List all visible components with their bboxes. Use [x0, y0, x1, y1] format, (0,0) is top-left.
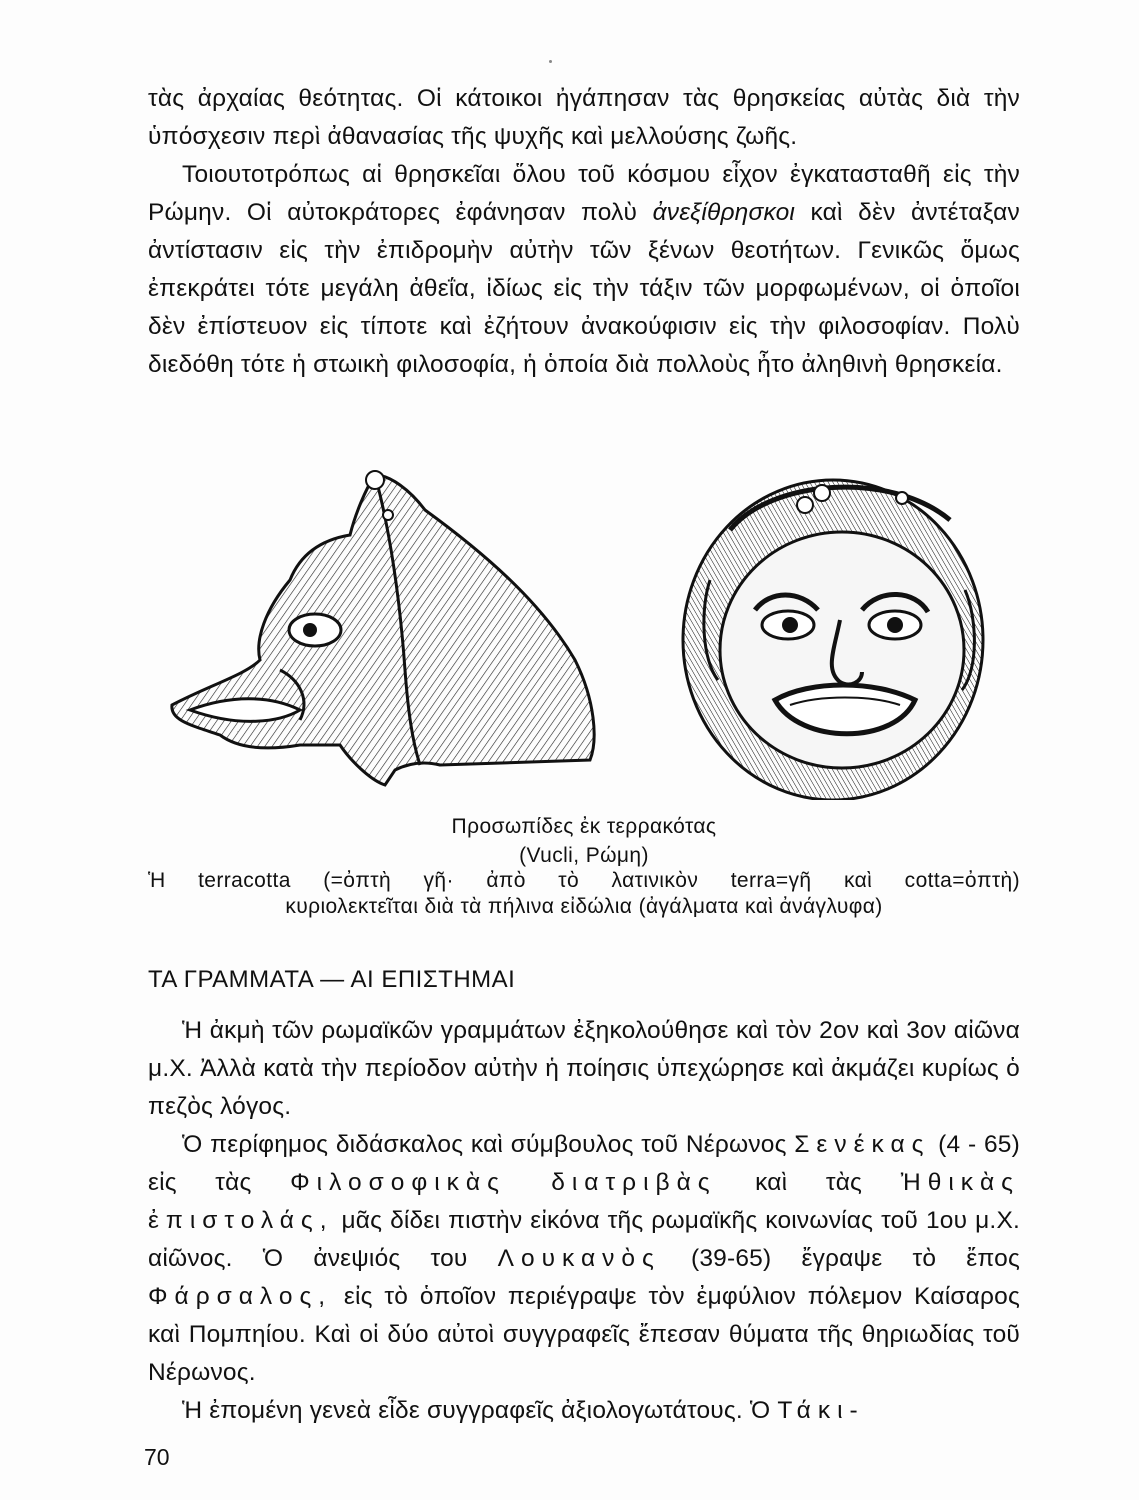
section-paragraph-2 [148, 1126, 1020, 1392]
p2-part-d: μᾶς δίδει πιστὴν εἰκόνα τῆς ρωμαϊκῆς κοινωνίας τοῦ 1ου μ.Χ. αἰῶνος. Ὁ ἀνεψιός του [148, 1207, 1020, 1272]
name-lucan: Λουκανὸς [497, 1245, 661, 1272]
work-philosophical-dissertations: Φιλοσοφικὰς διατριβὰς [290, 1169, 717, 1196]
theatre-mask-profile-icon [172, 471, 594, 785]
page-number: 70 [144, 1444, 170, 1470]
section-heading: ΤΑ ΓΡΑΜΜΑΤΑ — ΑΙ ΕΠΙΣΤΗΜΑΙ [148, 966, 516, 993]
figure-caption-note-line1: Ἡ terracotta (=ὀπτὴ γῆ· ἀπὸ τὸ λατινικὸν terra=γῆ καὶ cotta=ὀπτὴ) [148, 869, 1020, 892]
intro-paragraph-2 [148, 156, 1020, 384]
p2-part-e: (39-65) ἔγραψε τὸ ἔπος [690, 1245, 1021, 1272]
work-ethical-letters: Ἠθικὰς ἐπιστολάς, [148, 1169, 1020, 1234]
name-seneca: Σενέκας [794, 1131, 931, 1158]
figure-caption-title: Προσωπίδες ἐκ τερρακότας [451, 815, 717, 838]
figure-caption-note-line2: κυριολεκτεῖται διὰ τὰ πήλινα εἰδώλια (ἀγάλματα καὶ ἀνάγλυφα) [285, 895, 883, 918]
intro-paragraph-1: τὰς ἀρχαίας θεότητας. Οἱ κάτοικοι ἠγάπησαν τὰς θρησκείας αὐτὰς διὰ τὴν ὑπόσχεσιν περὶ ἀθανασίας τῆς ψυχῆς καὶ μελλούσης ζωῆς. [148, 85, 1020, 150]
terracotta-masks-figure [150, 460, 1010, 800]
intro-paragraph-2-end: καὶ δὲν ἀντέταξαν ἀντίστασιν εἰς τὴν ἐπιδρομὴν αὐτὴν τῶν ξένων θεοτήτων. Γενικῶς ὅμως ἐπεκράτει τότε μεγάλη ἀθεΐα, ἰδίως εἰς τὴν τάξιν τῶν μορφωμένων, οἱ ὁποῖοι δὲν ἐπίστευον εἰς τίποτε καὶ ἐζήτουν ἀνακούφισιν εἰς τὴν φιλοσοφίαν. Πολὺ διεδόθη τότε ἡ στωικὴ φιλοσοφία, ἡ ὁποία διὰ πολλοὺς ἦτο ἀληθινὴ θρησκεία. [148, 199, 1020, 378]
section-paragraph-3 [148, 1392, 1020, 1430]
p2-part-b: (4 - 65) εἰς τὰς [148, 1131, 1020, 1196]
paper-speck [549, 60, 552, 63]
figure-caption-source: (Vucli, Ρώμη) [519, 844, 649, 867]
p3-part-a: Ἡ ἐπομένη γενεὰ εἶδε συγγραφεῖς ἀξιολογωτάτους. Ὁ [182, 1397, 771, 1424]
intro-text [148, 80, 1020, 384]
name-tacitus: Τάκι- [777, 1397, 865, 1424]
section-text [148, 1012, 1020, 1430]
work-pharsalos: Φάρσαλος, [148, 1283, 333, 1310]
p2-part-f: εἰς τὸ ὁποῖον περιέγραψε τὸν ἐμφύλιον πόλεμον Καίσαρος καὶ Πομπηίου. Καὶ οἱ δύο αὐτοὶ συγγραφεῖς ἔπεσαν θύματα τῆς θηριωδίας τοῦ Νέρωνος. [148, 1283, 1020, 1386]
intro-italic-term: ἀνεξίθρησκοι [652, 199, 796, 226]
theatre-mask-frontal-icon [683, 480, 983, 800]
p2-part-c: καὶ τὰς [755, 1169, 863, 1196]
masks-illustration [150, 460, 1010, 800]
section-paragraph-1: Ἡ ἀκμὴ τῶν ρωμαϊκῶν γραμμάτων ἐξηκολούθησε καὶ τὸν 2ον καὶ 3ον αἰῶνα μ.Χ. Ἀλλὰ κατὰ τὴν περίοδον αὐτὴν ἡ ποίησις ὑπεχώρησε καὶ ἀκμάζει κυρίως ὁ πεζὸς λόγος. [148, 1017, 1020, 1120]
intro-paragraph-2-start: Τοιουτοτρόπως αἱ θρησκεῖαι ὅλου τοῦ κόσμου εἶχον ἐγκατασταθῆ εἰς τὴν Ρώμην. Οἱ αὐτοκράτορες ἐφάνησαν πολὺ [148, 161, 1020, 226]
p2-part-a: Ὁ περίφημος διδάσκαλος καὶ σύμβουλος τοῦ Νέρωνος [182, 1131, 787, 1158]
